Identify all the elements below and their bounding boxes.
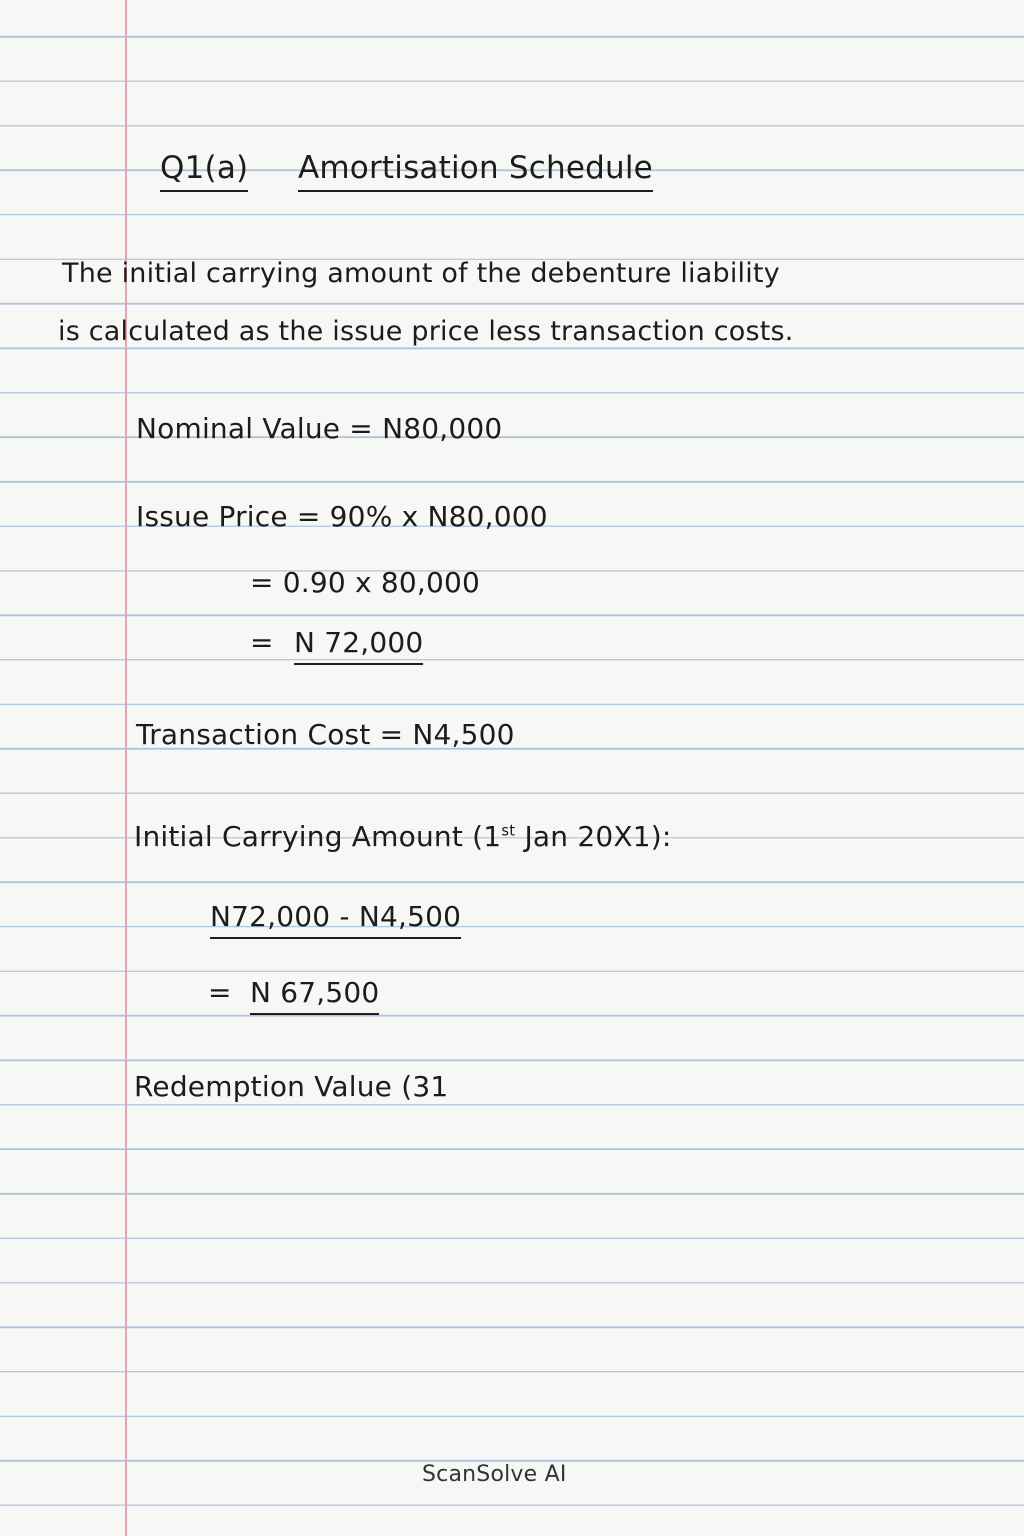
margin-line bbox=[125, 0, 127, 1536]
footer-brand: ScanSolve AI bbox=[422, 1462, 567, 1487]
issue-price-equals: = bbox=[250, 626, 274, 659]
redemption-value: Redemption Value (31 bbox=[134, 1070, 449, 1103]
intro-line-2: is calculated as the issue price less transaction costs. bbox=[58, 316, 794, 347]
initial-carrying-calc: N72,000 - N4,500 bbox=[210, 900, 461, 939]
question-number: Q1(a) bbox=[160, 150, 248, 192]
initial-carrying-result: N 67,500 bbox=[250, 976, 379, 1015]
initial-carrying-equals: = bbox=[208, 976, 232, 1009]
nominal-value: Nominal Value = N80,000 bbox=[136, 412, 503, 445]
issue-price-result: N 72,000 bbox=[294, 626, 423, 665]
transaction-cost: Transaction Cost = N4,500 bbox=[136, 718, 515, 751]
issue-price-line-2: = 0.90 x 80,000 bbox=[250, 566, 481, 599]
page-title: Amortisation Schedule bbox=[298, 150, 653, 192]
initial-carrying-label: Initial Carrying Amount (1st Jan 20X1): bbox=[134, 820, 672, 853]
issue-price-line-1: Issue Price = 90% x N80,000 bbox=[136, 500, 548, 533]
intro-line-1: The initial carrying amount of the debenture liability bbox=[62, 258, 780, 289]
